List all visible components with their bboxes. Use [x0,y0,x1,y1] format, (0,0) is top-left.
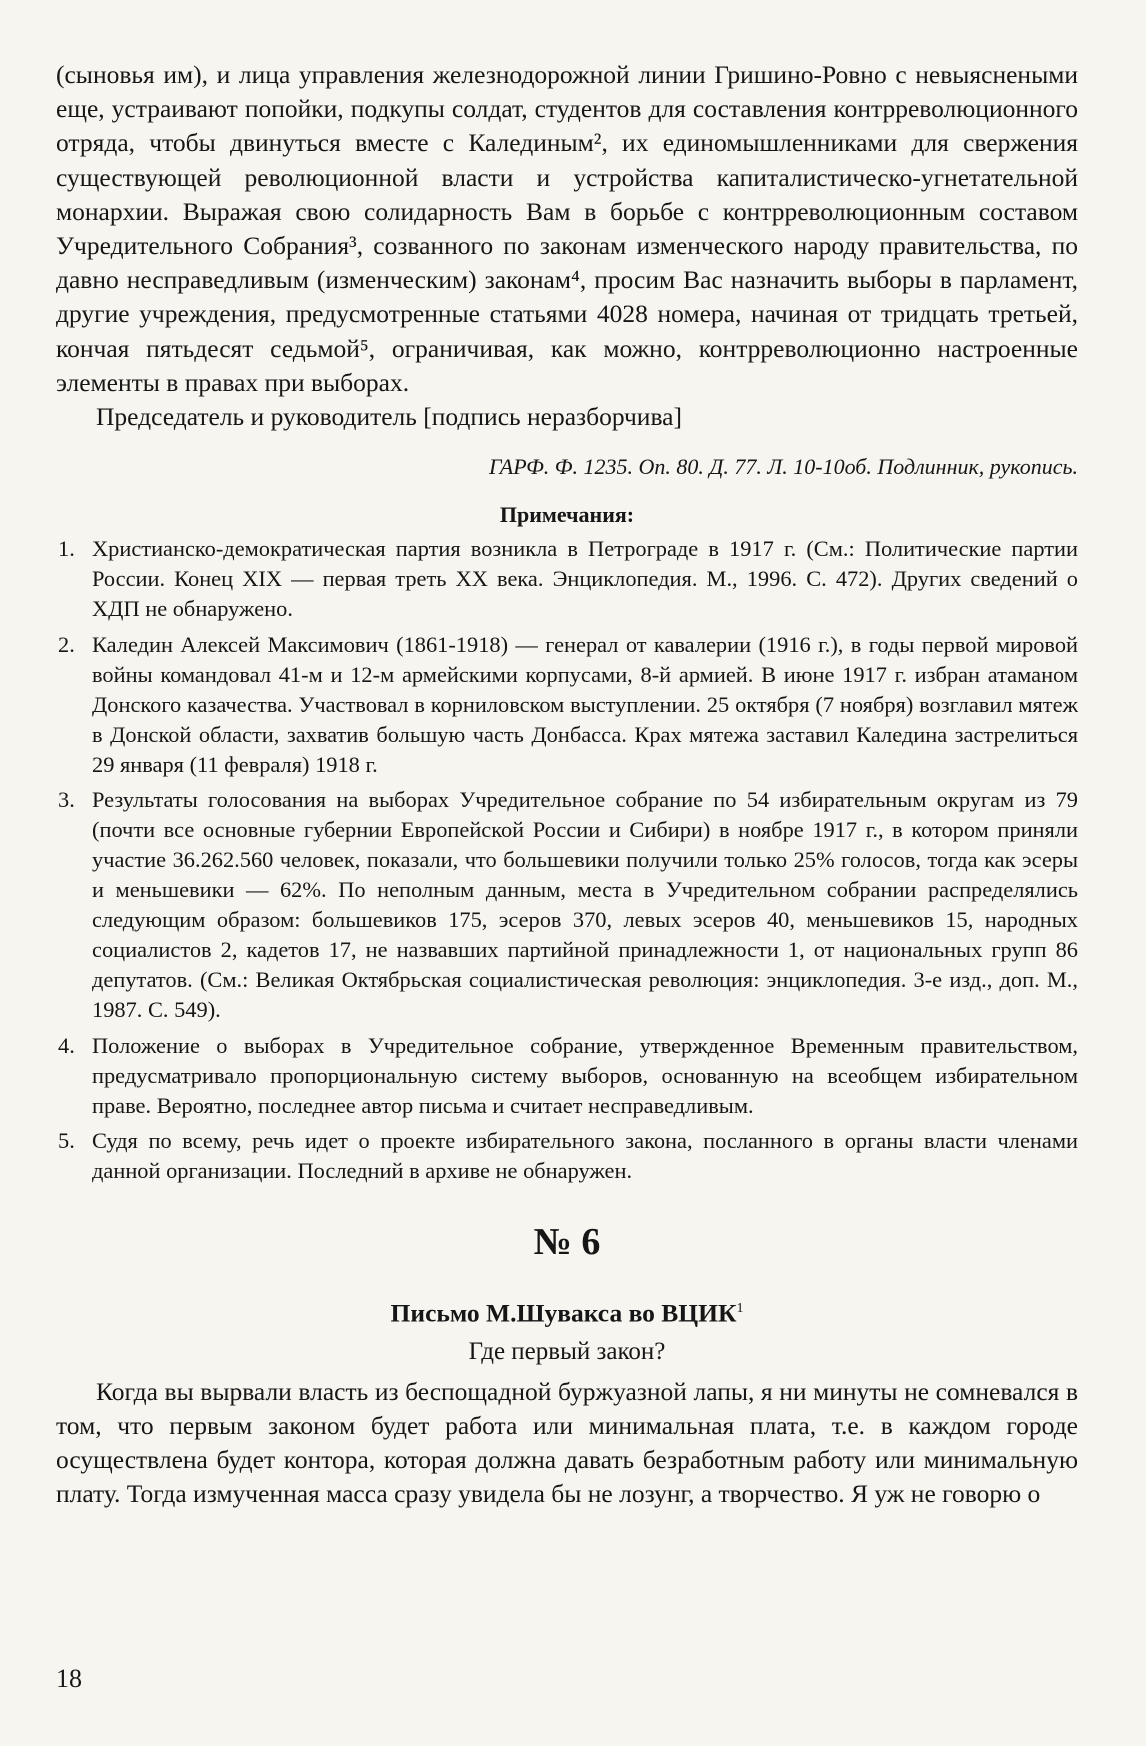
note-number: 5. [58,1128,75,1154]
archive-source: ГАРФ. Ф. 1235. Оп. 80. Д. 77. Л. 10-10об. Подлинник, рукопись. [488,454,1078,480]
letter-title [56,1292,1078,1331]
note-number: 3. [58,787,75,813]
note-item [56,630,1078,780]
note-text: Положение о выборах в Учредительное собрание, утвержденное Временным правительством, предусматривало пропорциональную систему выборов, основанную на всеобщем избирательном праве. Вероятно, последнее автор письма и считает несправедливым. [92,1032,1078,1118]
note-number: 2. [58,631,75,657]
note-item [56,534,1078,624]
note-item [56,785,1078,1024]
note-text: Христианско-демократическая партия возникла в Петрограде в 1917 г. (См.: Политические партии России. Конец XIX — первая треть XX века. Энциклопедия. М., 1996. С. 472). Других сведений о ХДП не обнаружено. [92,536,1078,622]
note-number: 4. [58,1032,75,1058]
document-number: № 6 [533,1221,601,1264]
letter-title-text: Письмо М.Шувакса во ВЦИК [390,1298,737,1328]
page-number: 18 [56,1664,82,1693]
note-item [56,1031,1078,1121]
letter-subtitle: Где первый закон? [468,1337,666,1365]
notes-heading: Примечания: [499,502,635,528]
note-text: Судя по всему, речь идет о проекте избирательного закона, посланного в органы власти членами данной организации. Последний в архиве не обнаружен. [92,1128,1078,1184]
notes-list [56,534,1078,1186]
continuation-paragraph: (сыновья им), и лица управления железнодорожной линии Гришино-Ровно с невыяснеными еще, устраивают попойки, подкупы солдат, студентов для составления контрреволюционного отряда, чтобы двинуться вместе с Калединым², их единомышленниками для свержения существующей революционной власти и устройства капиталистическо-угнетательной монархии. Выражая свою солидарность Вам в борьбе с контрреволюционным составом Учредительного Собрания³, созванного по законам изменческого народу правительства, по давно несправедливым (изменческим) законам⁴, просим Вас назначить выборы в парламент, другие учреждения, предусмотренные статьями 4028 номера, начиная от тридцать третьей, кончая пятьдесят седьмой⁵, ограничивая, как можно, контрреволюционно настроенные элементы в правах при выборах. [56,60,1078,397]
note-text: Каледин Алексей Максимович (1861-1918) — генерал от кавалерии (1916 г.), в годы первой мировой войны командовал 41-м и 12-м армейскими корпусами, 8-й армией. В июне 1917 г. избран атаманом Донского казачества. Участвовал в корниловском выступлении. 25 октября (7 ноября) возглавил мятеж в Донской области, захватив большую часть Донбасса. Крах мятежа заставил Каледина застрелиться 29 января (11 февраля) 1918 г. [92,631,1078,777]
signature-line: Председатель и руководитель [подпись неразборчива] [96,402,682,432]
note-number: 1. [58,536,75,562]
letter-body: Когда вы вырвали власть из беспощадной буржуазной лапы, я ни минуты не сомневался в том, что первым законом будет работа или минимальная плата, т.е. в каждом городе осуществлена будет контора, которая должна давать безработным работу или минимальную плату. Тогда измученная масса сразу увидела бы не лозунг, а творчество. Я уж не говорю о [56,1376,1078,1509]
note-text: Результаты голосования на выборах Учредительное собрание по 54 избирательным округам из 79 (почти все основные губернии Европейской России и Сибири) в ноябре 1917 г., в котором приняли участие 36.262.560 человек, показали, что большевики получили только 25% голосов, тогда как эсеры и меньшевики — 62%. По неполным данным, места в Учредительном собрании распределялись следующим образом: большевиков 175, эсеров 370, левых эсеров 40, меньшевиков 15, народных социалистов 2, кадетов 17, не назвавших партийной принадлежности 1, от национальных групп 86 депутатов. (См.: Великая Октябрьская социалистическая революция: энциклопедия. 3-е изд., доп. М., 1987. С. 549). [92,787,1078,1022]
note-item [56,1126,1078,1186]
letter-title-footnote: 1 [736,1301,744,1317]
